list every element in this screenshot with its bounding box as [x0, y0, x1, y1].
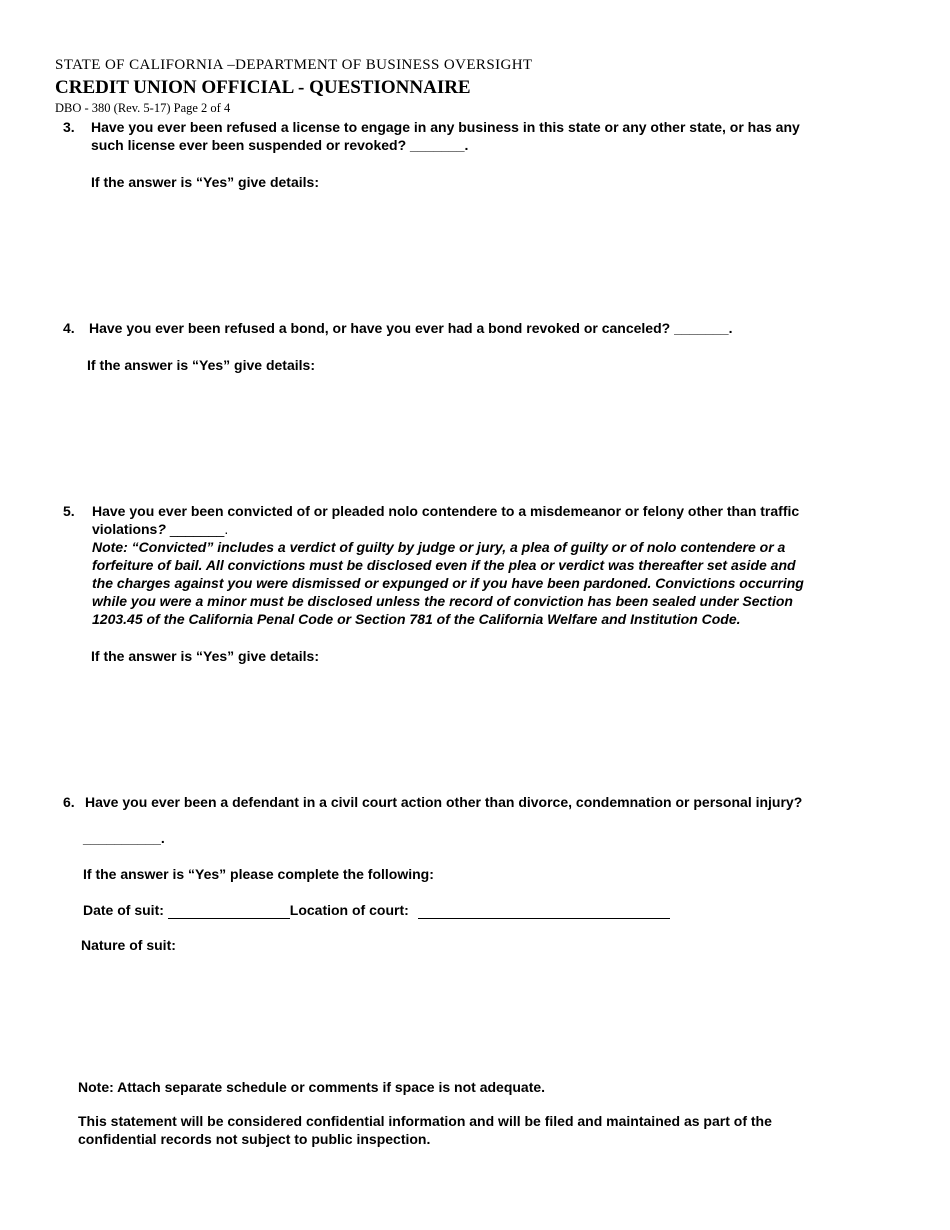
location-of-court-field[interactable] [418, 902, 670, 919]
q5-answer-blank[interactable]: _______ [169, 521, 225, 537]
q4-details-label: If the answer is “Yes” give details: [87, 357, 315, 373]
date-of-suit-label: Date of suit: [83, 902, 164, 918]
q3-details-area[interactable] [91, 195, 871, 305]
nature-of-suit-area[interactable] [81, 958, 861, 1058]
q6-period: . [160, 830, 165, 846]
q4-answer-blank[interactable]: _______ [674, 320, 729, 336]
date-of-suit-field[interactable] [168, 902, 290, 919]
q4-number: 4. [63, 320, 75, 336]
q6-details-label: If the answer is “Yes” please complete the following: [83, 866, 434, 882]
q6-answer-blank[interactable]: __________ [83, 830, 161, 846]
q4-period: . [728, 320, 733, 336]
q5-period: . [224, 521, 229, 537]
q5-details-label: If the answer is “Yes” give details: [91, 648, 319, 664]
q5-details-area[interactable] [91, 669, 871, 779]
q3-text-line2 [91, 136, 468, 154]
nature-of-suit-label: Nature of suit: [81, 937, 176, 953]
agency-header: STATE OF CALIFORNIA –DEPARTMENT OF BUSINESS OVERSIGHT [55, 57, 533, 73]
q3-text-line2-content: such license ever been suspended or revoked? [91, 137, 407, 153]
q3-period: . [464, 137, 469, 153]
q5-note-line1: Note: “Convicted” includes a verdict of guilty by judge or jury, a plea of guilty or of nolo contendere or a [92, 539, 786, 555]
q5-note-line2: forfeiture of bail. All convictions must be disclosed even if the plea or verdict was thereafter set aside and [92, 557, 796, 573]
q4-details-area[interactable] [87, 378, 867, 488]
form-id: DBO - 380 (Rev. 5-17) Page 2 of 4 [55, 101, 231, 115]
q6-date-row [83, 901, 670, 919]
q5-note-line5: 1203.45 of the California Penal Code or Section 781 of the California Welfare and Institution Code. [92, 611, 741, 627]
q6-answer-line [83, 829, 165, 847]
confidential-line2: confidential records not subject to public inspection. [78, 1131, 431, 1147]
q5-text-line1: Have you ever been convicted of or pleaded nolo contendere to a misdemeanor or felony other than traffic [92, 503, 800, 519]
location-of-court-label: Location of court: [289, 902, 409, 918]
q5-note-line4: while you were a minor must be disclosed unless the record of conviction has been sealed under Section [92, 593, 793, 609]
q5-note-line3: the charges against you were dismissed or expunged or if you have been pardoned. Convictions occurring [92, 575, 804, 591]
q3-details-label: If the answer is “Yes” give details: [91, 174, 319, 190]
q4-text-line1 [89, 319, 733, 337]
q3-text-line1: Have you ever been refused a license to engage in any business in this state or any other state, or has any [91, 119, 800, 135]
q3-answer-blank[interactable]: _______ [410, 137, 465, 153]
q4-text-content: Have you ever been refused a bond, or have you ever had a bond revoked or canceled? [89, 320, 671, 336]
q6-text-line1: Have you ever been a defendant in a civil court action other than divorce, condemnation or personal injury? [85, 794, 803, 810]
attach-note: Note: Attach separate schedule or comments if space is not adequate. [78, 1079, 546, 1095]
q5-text-line2 [92, 520, 228, 538]
form-title: CREDIT UNION OFFICIAL - QUESTIONNAIRE [55, 77, 471, 98]
q6-number: 6. [63, 794, 75, 810]
q5-text-line2-content: violations [92, 521, 158, 537]
q3-number: 3. [63, 119, 75, 135]
q5-question-mark: ? [157, 521, 166, 537]
confidential-line1: This statement will be considered confidential information and will be filed and maintained as part of the [78, 1113, 772, 1129]
q5-number: 5. [63, 503, 75, 519]
